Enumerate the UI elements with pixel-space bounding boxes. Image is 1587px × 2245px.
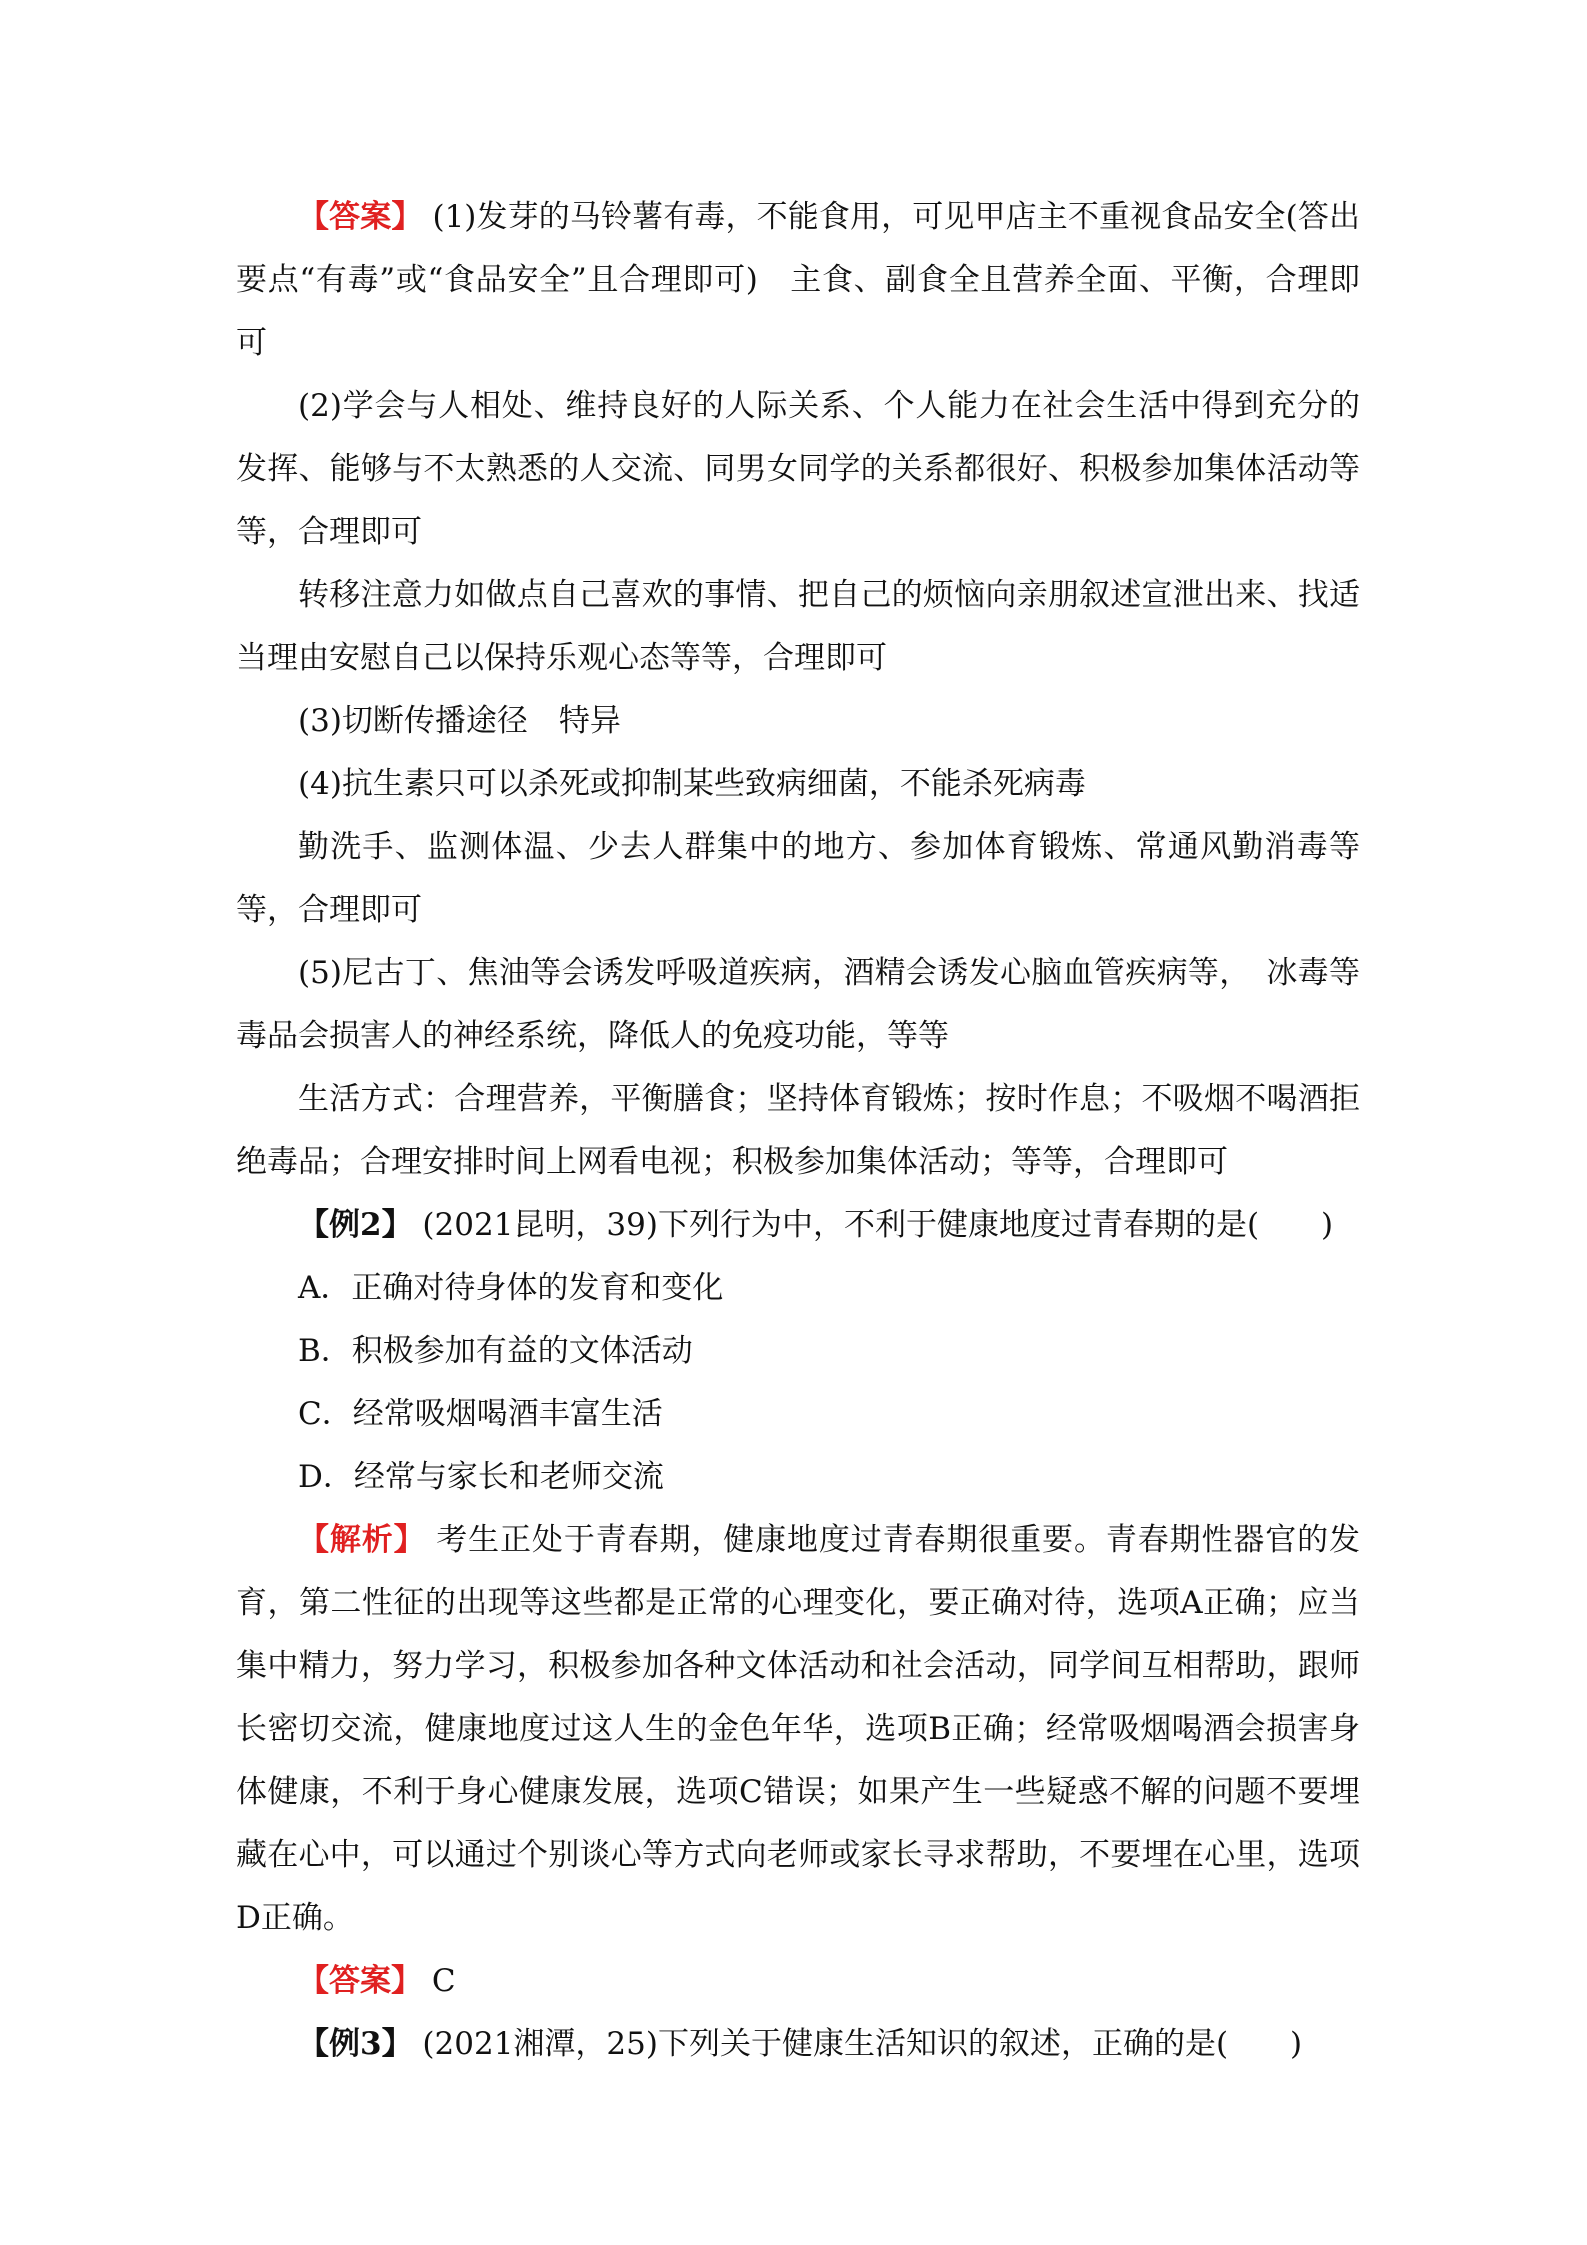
- example2-question-text: (2021昆明，39)下列行为中，不利于健康地度过青春期的是( ): [412, 1207, 1334, 1243]
- answer-paragraph-4: (3)切断传播途径 特异: [298, 703, 621, 739]
- answer-tag: 【答案】: [298, 199, 423, 235]
- example2-option-b: B．积极参加有益的文体活动: [298, 1333, 693, 1369]
- example2-option-d: D．经常与家长和老师交流: [298, 1459, 664, 1495]
- answer-paragraph-1: [236, 186, 1360, 375]
- answer-paragraph-5: (4)抗生素只可以杀死或抑制某些致病细菌，不能杀死病毒: [298, 766, 1086, 802]
- example2-tag: 【例2】: [298, 1207, 413, 1243]
- example3-question: [236, 2013, 1360, 2076]
- example2-analysis-text: 考生正处于青春期，健康地度过青春期很重要。青春期性器官的发育，第二性征的出现等这些都是正常的心理变化，要正确对待，选项A正确；应当集中精力，努力学习，积极参加各种文体活动和社会活动，同学间互相帮助，跟师长密切交流，健康地度过这人生的金色年华，选项B正确；经常吸烟喝酒会损害身体健康，不利于身心健康发展，选项C错误；如果产生一些疑惑不解的问题不要埋藏在心中，可以通过个别谈心等方式向老师或家长寻求帮助，不要埋在心里，选项D正确。: [236, 1522, 1361, 1936]
- example3-tag: 【例3】: [298, 2026, 413, 2062]
- analysis-tag: 【解析】: [298, 1522, 426, 1558]
- example2-option-c: C．经常吸烟喝酒丰富生活: [298, 1396, 663, 1432]
- answer-paragraph-8: 生活方式：合理营养，平衡膳食；坚持体育锻炼；按时作息；不吸烟不喝酒拒绝毒品；合理安排时间上网看电视；积极参加集体活动；等等，合理即可: [236, 1081, 1360, 1180]
- example2-analysis: [236, 1509, 1360, 1950]
- page-content: [236, 186, 1360, 2076]
- answer-paragraph-7: (5)尼古丁、焦油等会诱发呼吸道疾病，酒精会诱发心脑血管疾病等， 冰毒等毒品会损害人的神经系统，降低人的免疫功能，等等: [236, 955, 1360, 1054]
- answer-paragraph-3: 转移注意力如做点自己喜欢的事情、把自己的烦恼向亲朋叙述宣泄出来、找适当理由安慰自己以保持乐观心态等等，合理即可: [236, 577, 1360, 676]
- example2-question: [236, 1194, 1360, 1257]
- example2-option-a: A．正确对待身体的发育和变化: [298, 1270, 724, 1306]
- answer-text-1: (1)发芽的马铃薯有毒，不能食用，可见甲店主不重视食品安全(答出要点“有毒”或“食品安全”且合理即可) 主食、副食全且营养全面、平衡，合理即可: [236, 199, 1361, 361]
- example2-answer-tag: 【答案】: [298, 1963, 422, 1999]
- example2-answer-text: C: [422, 1963, 456, 1999]
- example2-answer: [236, 1950, 1360, 2013]
- answer-paragraph-6: 勤洗手、监测体温、少去人群集中的地方、参加体育锻炼、常通风勤消毒等等，合理即可: [236, 829, 1360, 928]
- example3-question-text: (2021湘潭，25)下列关于健康生活知识的叙述，正确的是( ): [412, 2026, 1303, 2062]
- answer-paragraph-2: (2)学会与人相处、维持良好的人际关系、个人能力在社会生活中得到充分的发挥、能够与不太熟悉的人交流、同男女同学的关系都很好、积极参加集体活动等等，合理即可: [236, 388, 1360, 550]
